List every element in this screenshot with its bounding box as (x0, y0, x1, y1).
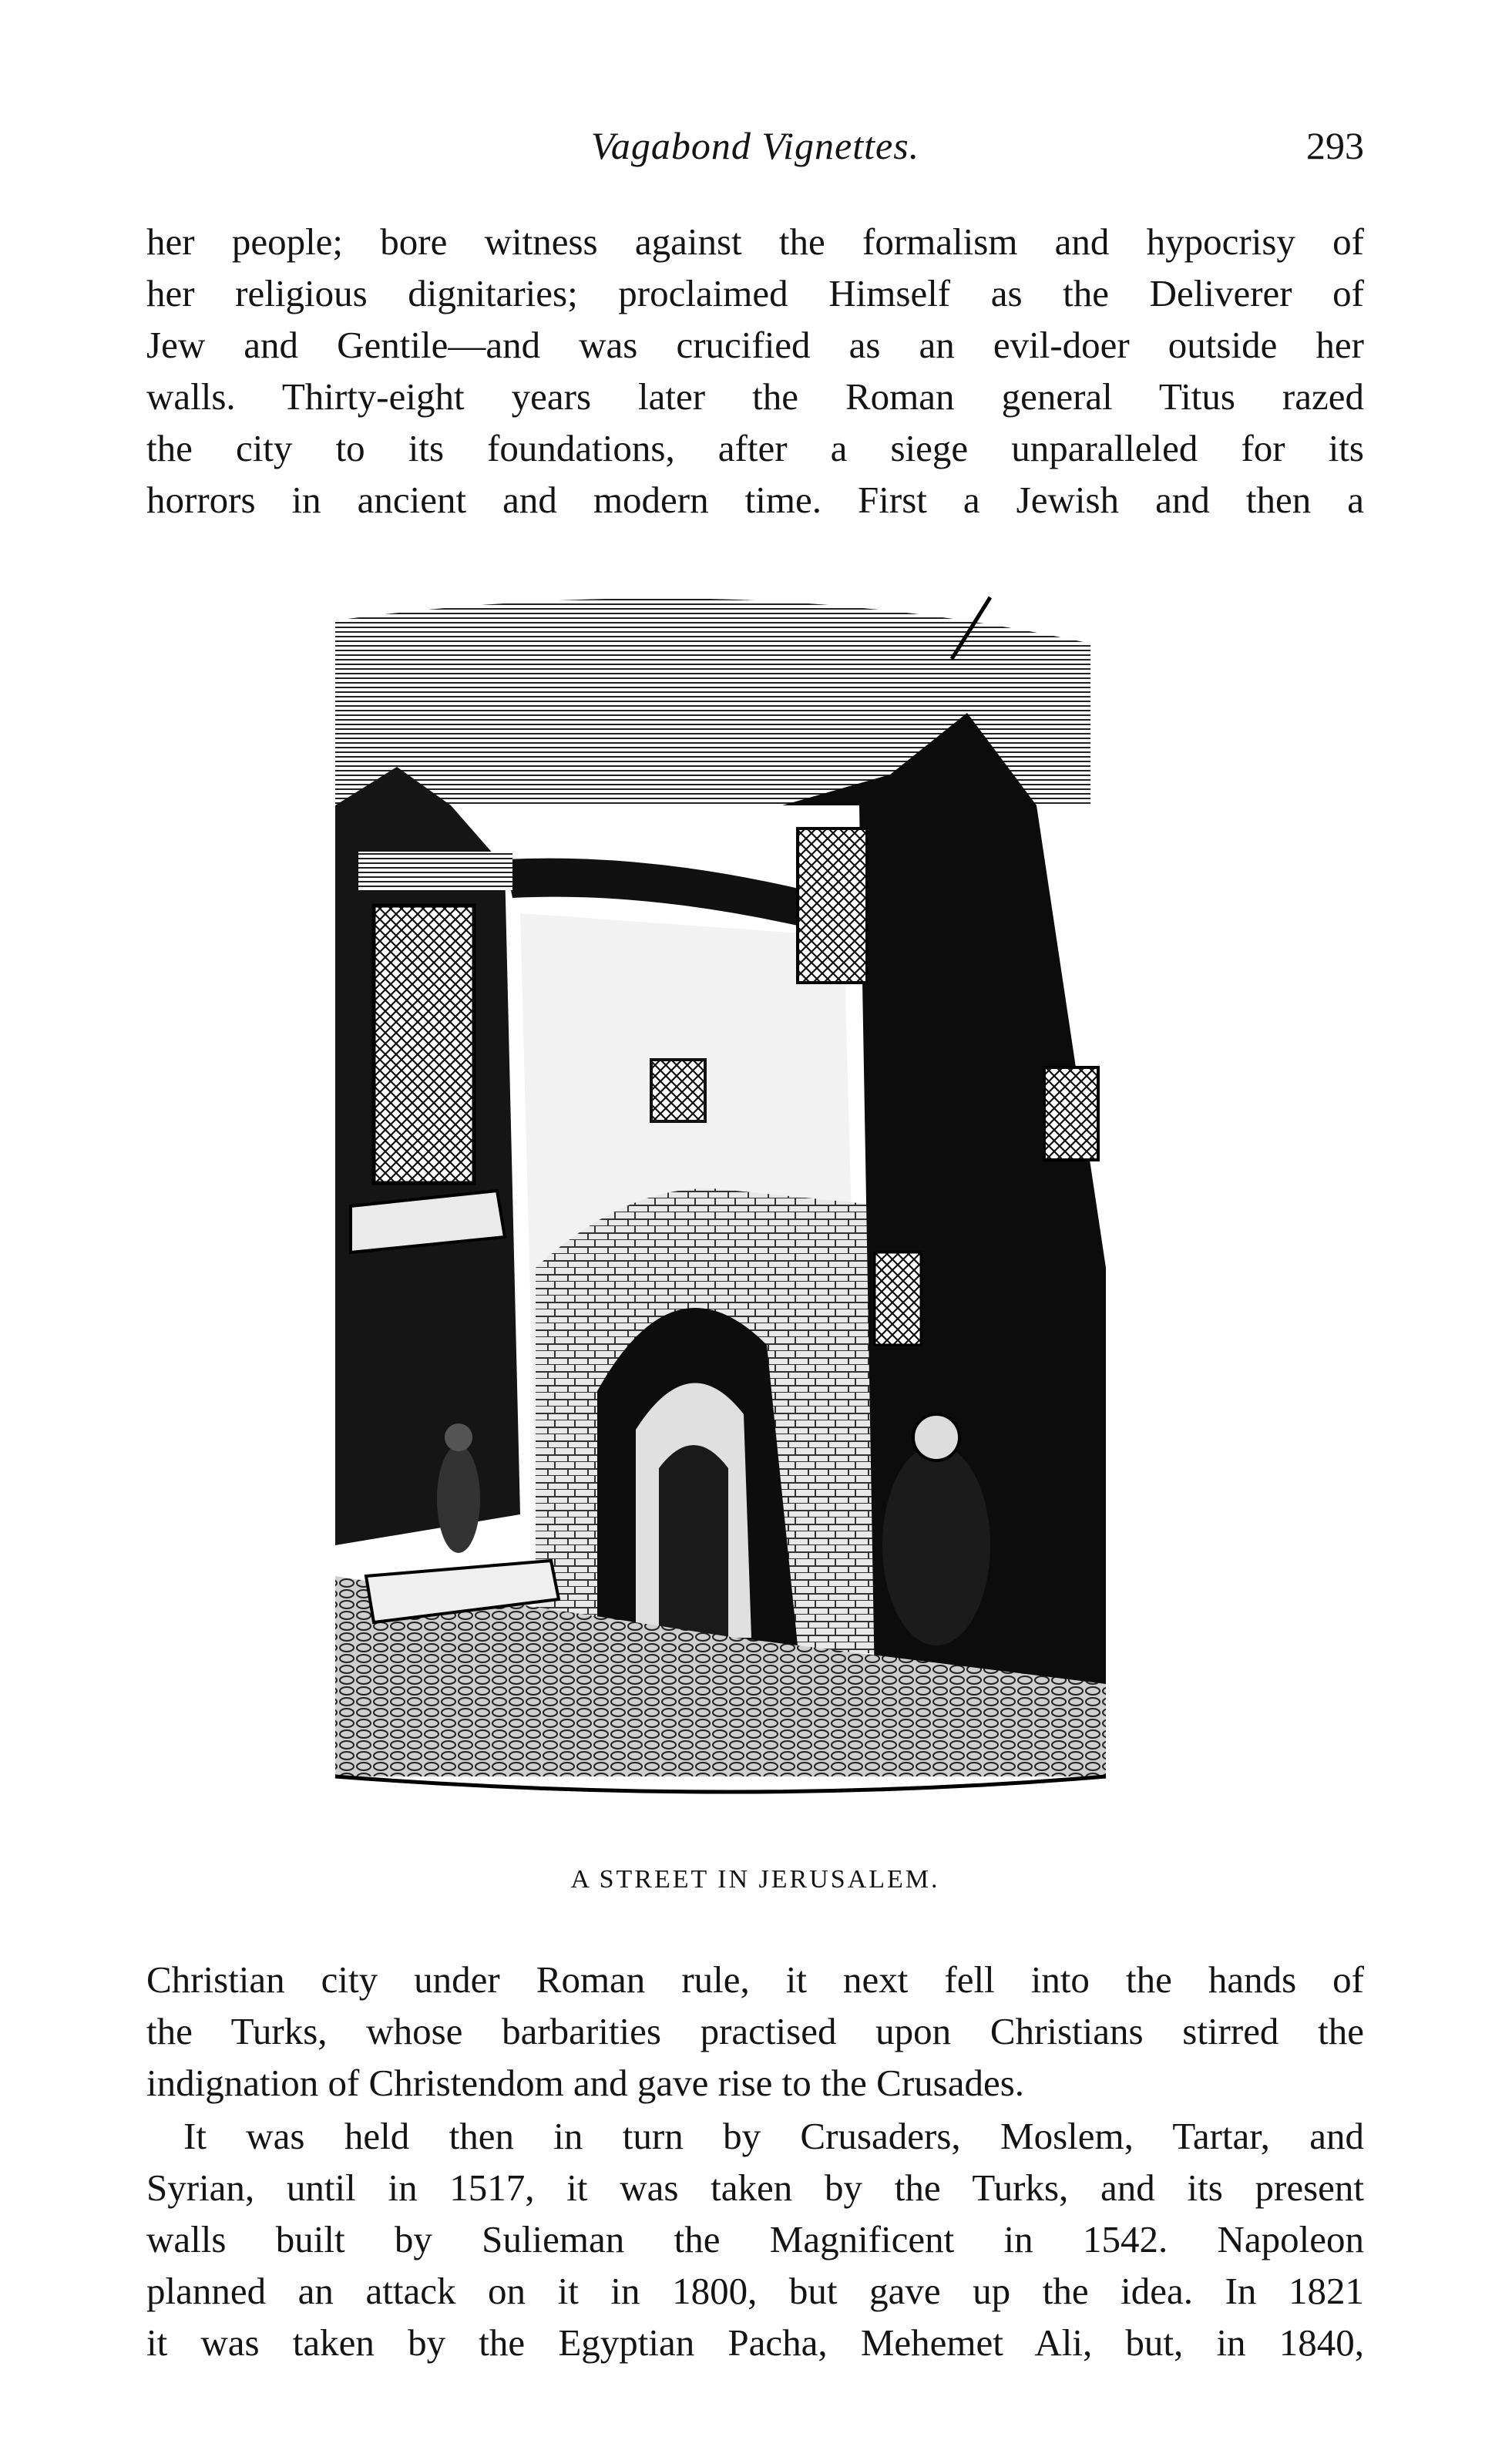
right-robed-figure (882, 1445, 990, 1645)
text-line: Syrian, until in 1517, it was taken by the Turks, and its present (146, 2166, 1364, 2209)
text-line: walls. Thirty-eight years later the Roman general Titus razed (146, 375, 1364, 418)
right-upper-lattice (798, 829, 867, 983)
text-line: Christian city under Roman rule, it next fell into the hands of (146, 1958, 1364, 2001)
left-figure (437, 1445, 480, 1553)
text-line: her people; bore witness against the formalism and hypocrisy of (146, 220, 1364, 263)
inner-passage (659, 1445, 728, 1638)
text-line: her religious dignitaries; proclaimed Himself as the Deliverer of (146, 272, 1364, 314)
text-line: walls built by Sulieman the Magnificent in 1542. Napoleon (146, 2218, 1364, 2260)
left-figure-head (445, 1423, 472, 1451)
engraving-illustration (304, 574, 1183, 1838)
text-line: the Turks, whose barbarities practised upon Christians stirred the (146, 2010, 1364, 2052)
paragraph-bottom-1 (146, 1954, 1364, 2109)
far-right-window (1044, 1067, 1098, 1160)
figure-caption: A STREET IN JERUSALEM. (570, 1865, 940, 1894)
text-line: Jew and Gentile—and was crucified as an evil-doer outside her (146, 324, 1364, 366)
right-small-window (875, 1252, 921, 1345)
text-line: horrors in ancient and modern time. First a Jewish and then a (146, 479, 1364, 521)
left-roofline (358, 852, 512, 890)
text-line: it was taken by the Egyptian Pacha, Mehemet Ali, but, in 1840, (146, 2321, 1364, 2364)
text-line: indignation of Christendom and gave rise to the Crusades. (146, 2062, 1025, 2104)
left-balcony-lattice (374, 906, 474, 1183)
background-window (651, 1060, 705, 1121)
running-head (146, 123, 1364, 177)
text-line: the city to its foundations, after a siege unparalleled for its (146, 427, 1364, 469)
street-engraving (304, 574, 1183, 1838)
running-title: Vagabond Vignettes. (590, 124, 920, 167)
right-figure-turban (913, 1414, 959, 1460)
engraving-bottom-edge (335, 1776, 1106, 1792)
paragraph-bottom-2 (146, 2110, 1364, 2368)
paragraph-top (146, 216, 1364, 526)
text-line: planned an attack on it in 1800, but gave up the idea. In 1821 (146, 2270, 1364, 2312)
page-number: 293 (1306, 124, 1364, 167)
text-line: It was held then in turn by Crusaders, Moslem, Tartar, and (183, 2115, 1364, 2157)
